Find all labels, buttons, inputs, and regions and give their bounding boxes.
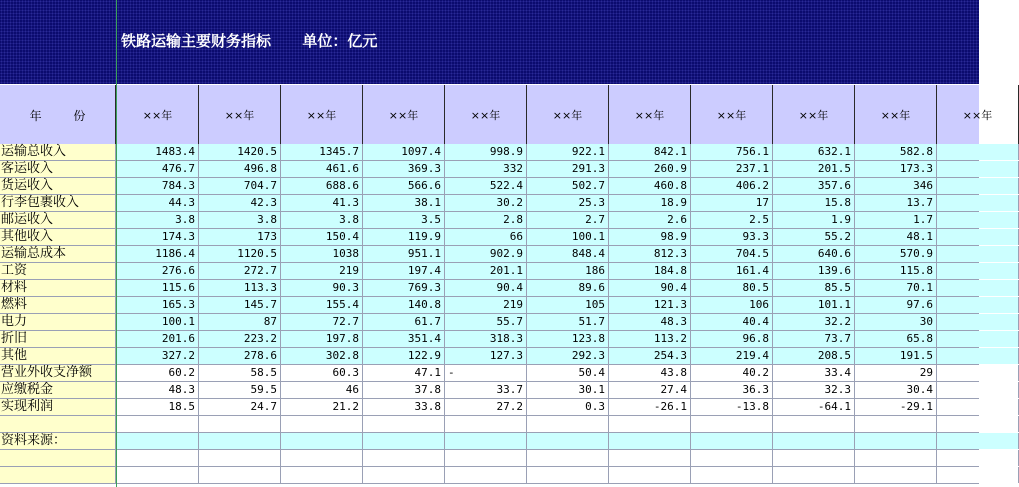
- value-cell[interactable]: 51.7: [527, 314, 609, 330]
- value-cell[interactable]: 0.3: [527, 399, 609, 415]
- row-label-cell[interactable]: 客运收入: [0, 161, 116, 177]
- value-cell[interactable]: 332: [445, 161, 527, 177]
- value-cell[interactable]: 25.3: [527, 195, 609, 211]
- value-cell[interactable]: 260.9: [609, 161, 691, 177]
- value-cell[interactable]: 2.6: [609, 212, 691, 228]
- value-cell[interactable]: 87: [199, 314, 281, 330]
- value-cell[interactable]: 18.5: [117, 399, 199, 415]
- value-cell[interactable]: 688.6: [281, 178, 363, 194]
- value-cell[interactable]: [445, 416, 527, 432]
- value-cell[interactable]: [773, 467, 855, 483]
- value-cell[interactable]: 496.8: [199, 161, 281, 177]
- value-cell[interactable]: 155.4: [281, 297, 363, 313]
- value-cell[interactable]: 90.4: [445, 280, 527, 296]
- value-cell[interactable]: 140.8: [363, 297, 445, 313]
- value-cell[interactable]: 201.5: [773, 161, 855, 177]
- row-label-cell[interactable]: [0, 450, 116, 466]
- value-cell[interactable]: 566.6: [363, 178, 445, 194]
- value-cell[interactable]: 105: [527, 297, 609, 313]
- value-cell[interactable]: [773, 450, 855, 466]
- value-cell[interactable]: [609, 450, 691, 466]
- value-cell[interactable]: 219: [445, 297, 527, 313]
- value-cell[interactable]: [609, 433, 691, 449]
- row-label-cell[interactable]: 折旧: [0, 331, 116, 347]
- value-cell[interactable]: [527, 467, 609, 483]
- value-cell[interactable]: 291.3: [527, 161, 609, 177]
- value-cell[interactable]: 101.1: [773, 297, 855, 313]
- table-row: [0, 161, 979, 178]
- value-cell[interactable]: 60.2: [117, 365, 199, 381]
- value-cell[interactable]: 2.7: [527, 212, 609, 228]
- value-cell[interactable]: 36.3: [691, 382, 773, 398]
- value-cell[interactable]: 48.3: [609, 314, 691, 330]
- value-cell[interactable]: 127.3: [445, 348, 527, 364]
- value-cell[interactable]: 208.5: [773, 348, 855, 364]
- value-cell[interactable]: [691, 416, 773, 432]
- value-cell[interactable]: 59.5: [199, 382, 281, 398]
- table-row: [0, 229, 979, 246]
- value-cell[interactable]: 3.5: [363, 212, 445, 228]
- value-cell[interactable]: 89.6: [527, 280, 609, 296]
- value-cell[interactable]: [855, 433, 937, 449]
- value-cell[interactable]: [937, 195, 1019, 211]
- value-cell[interactable]: 1097.4: [363, 144, 445, 160]
- value-cell[interactable]: 461.6: [281, 161, 363, 177]
- value-cell[interactable]: [281, 416, 363, 432]
- value-cell[interactable]: 93.3: [691, 229, 773, 245]
- value-cell[interactable]: 476.7: [117, 161, 199, 177]
- table-row: [0, 433, 979, 450]
- value-cell[interactable]: 13.7: [855, 195, 937, 211]
- value-cell[interactable]: [773, 416, 855, 432]
- value-cell[interactable]: 18.9: [609, 195, 691, 211]
- value-cell[interactable]: [937, 467, 1019, 483]
- value-cell[interactable]: 40.4: [691, 314, 773, 330]
- value-cell[interactable]: 30.1: [527, 382, 609, 398]
- value-cell[interactable]: 139.6: [773, 263, 855, 279]
- value-cell[interactable]: 346: [855, 178, 937, 194]
- table-row: [0, 416, 979, 433]
- value-cell[interactable]: [199, 416, 281, 432]
- value-cell[interactable]: [937, 144, 1019, 160]
- value-cell[interactable]: 27.4: [609, 382, 691, 398]
- row-label-cell[interactable]: 电力: [0, 314, 116, 330]
- value-cell[interactable]: 460.8: [609, 178, 691, 194]
- table-row: [0, 297, 979, 314]
- value-cell[interactable]: 55.7: [445, 314, 527, 330]
- value-cell[interactable]: [937, 280, 1019, 296]
- value-cell[interactable]: 73.7: [773, 331, 855, 347]
- sheet-title[interactable]: 铁路运输主要财务指标 单位：亿元: [121, 32, 378, 50]
- value-cell[interactable]: 27.2: [445, 399, 527, 415]
- row-label-cell[interactable]: 工资: [0, 263, 116, 279]
- value-cell[interactable]: 351.4: [363, 331, 445, 347]
- value-cell[interactable]: 21.2: [281, 399, 363, 415]
- value-cell[interactable]: [117, 467, 199, 483]
- value-cell[interactable]: [445, 433, 527, 449]
- value-cell[interactable]: [855, 416, 937, 432]
- value-cell[interactable]: 276.6: [117, 263, 199, 279]
- table-row: [0, 348, 979, 365]
- value-cell[interactable]: 42.3: [199, 195, 281, 211]
- row-label-cell[interactable]: 货运收入: [0, 178, 116, 194]
- value-cell[interactable]: 48.1: [855, 229, 937, 245]
- value-cell[interactable]: 115.6: [117, 280, 199, 296]
- value-cell[interactable]: 1.9: [773, 212, 855, 228]
- value-cell[interactable]: [937, 399, 1019, 415]
- value-cell[interactable]: [527, 433, 609, 449]
- value-cell[interactable]: 2.8: [445, 212, 527, 228]
- value-cell[interactable]: 33.7: [445, 382, 527, 398]
- value-cell[interactable]: 1.7: [855, 212, 937, 228]
- value-cell[interactable]: [117, 433, 199, 449]
- value-cell[interactable]: 41.3: [281, 195, 363, 211]
- value-cell[interactable]: 848.4: [527, 246, 609, 262]
- value-cell[interactable]: 80.5: [691, 280, 773, 296]
- row-label-cell[interactable]: 营业外收支净额: [0, 365, 116, 381]
- value-cell[interactable]: 46: [281, 382, 363, 398]
- value-cell[interactable]: 173: [199, 229, 281, 245]
- table-row: [0, 212, 979, 229]
- value-cell[interactable]: 197.4: [363, 263, 445, 279]
- value-cell[interactable]: [937, 382, 1019, 398]
- data-grid: [0, 144, 979, 484]
- value-cell[interactable]: [199, 433, 281, 449]
- value-cell[interactable]: [609, 416, 691, 432]
- value-cell[interactable]: 756.1: [691, 144, 773, 160]
- value-cell[interactable]: 1120.5: [199, 246, 281, 262]
- table-row: [0, 195, 979, 212]
- value-cell[interactable]: 704.5: [691, 246, 773, 262]
- value-cell[interactable]: 17: [691, 195, 773, 211]
- value-cell[interactable]: [937, 416, 1019, 432]
- header-year-cell[interactable]: ××年: [937, 85, 1019, 145]
- value-cell[interactable]: 58.5: [199, 365, 281, 381]
- value-cell[interactable]: 90.3: [281, 280, 363, 296]
- value-cell[interactable]: 632.1: [773, 144, 855, 160]
- value-cell[interactable]: [937, 331, 1019, 347]
- table-row: [0, 314, 979, 331]
- header-year-cell[interactable]: ××年: [117, 85, 199, 145]
- value-cell[interactable]: [937, 161, 1019, 177]
- value-cell[interactable]: 72.7: [281, 314, 363, 330]
- value-cell[interactable]: [691, 467, 773, 483]
- header-year-cell[interactable]: ××年: [445, 85, 527, 145]
- value-cell[interactable]: 161.4: [691, 263, 773, 279]
- value-cell[interactable]: 122.9: [363, 348, 445, 364]
- value-cell[interactable]: -26.1: [609, 399, 691, 415]
- value-cell[interactable]: [937, 450, 1019, 466]
- value-cell[interactable]: 184.8: [609, 263, 691, 279]
- value-cell[interactable]: 254.3: [609, 348, 691, 364]
- value-cell[interactable]: 33.4: [773, 365, 855, 381]
- row-label-cell[interactable]: 行李包裹收入: [0, 195, 116, 211]
- value-cell[interactable]: [281, 467, 363, 483]
- value-cell[interactable]: 98.9: [609, 229, 691, 245]
- value-cell[interactable]: 55.2: [773, 229, 855, 245]
- frozen-pane-divider: [116, 0, 117, 84]
- row-label-cell[interactable]: [0, 467, 116, 483]
- value-cell[interactable]: 43.8: [609, 365, 691, 381]
- value-cell[interactable]: [527, 450, 609, 466]
- row-label-cell[interactable]: 资料来源：: [0, 433, 116, 449]
- value-cell[interactable]: -64.1: [773, 399, 855, 415]
- value-cell[interactable]: 37.8: [363, 382, 445, 398]
- value-cell[interactable]: [363, 433, 445, 449]
- value-cell[interactable]: 998.9: [445, 144, 527, 160]
- value-cell[interactable]: 65.8: [855, 331, 937, 347]
- value-cell[interactable]: 951.1: [363, 246, 445, 262]
- value-cell[interactable]: 223.2: [199, 331, 281, 347]
- value-cell[interactable]: 3.8: [199, 212, 281, 228]
- value-cell[interactable]: 1345.7: [281, 144, 363, 160]
- row-label-cell[interactable]: 运输总收入: [0, 144, 116, 160]
- value-cell[interactable]: 60.3: [281, 365, 363, 381]
- value-cell[interactable]: 50.4: [527, 365, 609, 381]
- value-cell[interactable]: 173.3: [855, 161, 937, 177]
- value-cell[interactable]: 3.8: [117, 212, 199, 228]
- header-year-cell[interactable]: ××年: [691, 85, 773, 145]
- value-cell[interactable]: 3.8: [281, 212, 363, 228]
- header-year-cell[interactable]: ××年: [773, 85, 855, 145]
- value-cell[interactable]: 113.3: [199, 280, 281, 296]
- value-cell[interactable]: 90.4: [609, 280, 691, 296]
- header-year-cell[interactable]: ××年: [609, 85, 691, 145]
- header-year-cell[interactable]: ××年: [363, 85, 445, 145]
- value-cell[interactable]: 113.2: [609, 331, 691, 347]
- value-cell[interactable]: [937, 229, 1019, 245]
- value-cell[interactable]: [855, 450, 937, 466]
- value-cell[interactable]: 66: [445, 229, 527, 245]
- value-cell[interactable]: 33.8: [363, 399, 445, 415]
- value-cell[interactable]: [691, 450, 773, 466]
- value-cell[interactable]: [691, 433, 773, 449]
- header-year-cell[interactable]: ××年: [855, 85, 937, 145]
- value-cell[interactable]: 40.2: [691, 365, 773, 381]
- value-cell[interactable]: 150.4: [281, 229, 363, 245]
- value-cell[interactable]: 812.3: [609, 246, 691, 262]
- value-cell[interactable]: 47.1: [363, 365, 445, 381]
- sheet-title-band: [0, 0, 979, 84]
- value-cell[interactable]: 357.6: [773, 178, 855, 194]
- value-cell[interactable]: 1186.4: [117, 246, 199, 262]
- value-cell[interactable]: [445, 450, 527, 466]
- value-cell[interactable]: 582.8: [855, 144, 937, 160]
- table-row: [0, 467, 979, 484]
- value-cell[interactable]: 32.3: [773, 382, 855, 398]
- value-cell[interactable]: 219: [281, 263, 363, 279]
- value-cell[interactable]: 640.6: [773, 246, 855, 262]
- value-cell[interactable]: 191.5: [855, 348, 937, 364]
- value-cell[interactable]: [937, 297, 1019, 313]
- value-cell[interactable]: 570.9: [855, 246, 937, 262]
- value-cell[interactable]: -13.8: [691, 399, 773, 415]
- value-cell[interactable]: 704.7: [199, 178, 281, 194]
- value-cell[interactable]: 219.4: [691, 348, 773, 364]
- value-cell[interactable]: 186: [527, 263, 609, 279]
- value-cell[interactable]: [937, 212, 1019, 228]
- value-cell[interactable]: 97.6: [855, 297, 937, 313]
- value-cell[interactable]: 121.3: [609, 297, 691, 313]
- value-cell[interactable]: [363, 416, 445, 432]
- row-label-cell[interactable]: 实现利润: [0, 399, 116, 415]
- value-cell[interactable]: 842.1: [609, 144, 691, 160]
- value-cell[interactable]: [937, 246, 1019, 262]
- value-cell[interactable]: [937, 348, 1019, 364]
- value-cell[interactable]: [445, 467, 527, 483]
- frozen-column-divider: [116, 84, 117, 487]
- value-cell[interactable]: 201.1: [445, 263, 527, 279]
- value-cell[interactable]: 302.8: [281, 348, 363, 364]
- row-label-cell[interactable]: [0, 416, 116, 432]
- value-cell[interactable]: 61.7: [363, 314, 445, 330]
- value-cell[interactable]: 784.3: [117, 178, 199, 194]
- value-cell[interactable]: 30: [855, 314, 937, 330]
- value-cell[interactable]: [281, 433, 363, 449]
- value-cell[interactable]: 165.3: [117, 297, 199, 313]
- value-cell[interactable]: 406.2: [691, 178, 773, 194]
- row-label-cell[interactable]: 其他: [0, 348, 116, 364]
- value-cell[interactable]: 902.9: [445, 246, 527, 262]
- table-row: [0, 365, 979, 382]
- value-cell[interactable]: 522.4: [445, 178, 527, 194]
- table-row: [0, 178, 979, 195]
- value-cell[interactable]: 327.2: [117, 348, 199, 364]
- header-year-label[interactable]: 年 份: [0, 85, 116, 145]
- row-label-cell[interactable]: 应缴税金: [0, 382, 116, 398]
- table-row: [0, 280, 979, 297]
- value-cell[interactable]: -29.1: [855, 399, 937, 415]
- value-cell[interactable]: 1420.5: [199, 144, 281, 160]
- value-cell[interactable]: 100.1: [527, 229, 609, 245]
- value-cell[interactable]: 292.3: [527, 348, 609, 364]
- table-row: [0, 246, 979, 263]
- value-cell[interactable]: [609, 467, 691, 483]
- value-cell[interactable]: 2.5: [691, 212, 773, 228]
- value-cell[interactable]: 769.3: [363, 280, 445, 296]
- value-cell[interactable]: 30.4: [855, 382, 937, 398]
- value-cell[interactable]: [937, 314, 1019, 330]
- value-cell[interactable]: 174.3: [117, 229, 199, 245]
- value-cell[interactable]: 15.8: [773, 195, 855, 211]
- table-row: [0, 450, 979, 467]
- header-year-cell[interactable]: ××年: [281, 85, 363, 145]
- value-cell[interactable]: 44.3: [117, 195, 199, 211]
- table-row: [0, 382, 979, 399]
- header-year-cell[interactable]: ××年: [199, 85, 281, 145]
- value-cell[interactable]: [199, 450, 281, 466]
- value-cell[interactable]: -: [445, 365, 527, 381]
- value-cell[interactable]: [937, 433, 1019, 449]
- value-cell[interactable]: 318.3: [445, 331, 527, 347]
- value-cell[interactable]: [117, 416, 199, 432]
- header-row: [0, 84, 993, 144]
- row-label-cell[interactable]: 邮运收入: [0, 212, 116, 228]
- value-cell[interactable]: 123.8: [527, 331, 609, 347]
- value-cell[interactable]: [855, 467, 937, 483]
- value-cell[interactable]: [199, 467, 281, 483]
- value-cell[interactable]: [527, 416, 609, 432]
- table-row: [0, 331, 979, 348]
- header-year-cell[interactable]: ××年: [527, 85, 609, 145]
- value-cell[interactable]: 1038: [281, 246, 363, 262]
- value-cell[interactable]: 502.7: [527, 178, 609, 194]
- value-cell[interactable]: 237.1: [691, 161, 773, 177]
- row-label-cell[interactable]: 燃料: [0, 297, 116, 313]
- value-cell[interactable]: 32.2: [773, 314, 855, 330]
- value-cell[interactable]: [363, 467, 445, 483]
- value-cell[interactable]: 278.6: [199, 348, 281, 364]
- value-cell[interactable]: 197.8: [281, 331, 363, 347]
- value-cell[interactable]: [937, 178, 1019, 194]
- value-cell[interactable]: 100.1: [117, 314, 199, 330]
- value-cell[interactable]: [363, 450, 445, 466]
- value-cell[interactable]: 145.7: [199, 297, 281, 313]
- value-cell[interactable]: 115.8: [855, 263, 937, 279]
- value-cell[interactable]: [937, 365, 1019, 381]
- value-cell[interactable]: 29: [855, 365, 937, 381]
- value-cell[interactable]: 201.6: [117, 331, 199, 347]
- value-cell[interactable]: 1483.4: [117, 144, 199, 160]
- value-cell[interactable]: 30.2: [445, 195, 527, 211]
- value-cell[interactable]: 369.3: [363, 161, 445, 177]
- value-cell[interactable]: 272.7: [199, 263, 281, 279]
- row-label-cell[interactable]: 其他收入: [0, 229, 116, 245]
- table-row: [0, 399, 979, 416]
- value-cell[interactable]: 106: [691, 297, 773, 313]
- value-cell[interactable]: 96.8: [691, 331, 773, 347]
- value-cell[interactable]: [773, 433, 855, 449]
- table-row: [0, 144, 979, 161]
- value-cell[interactable]: [117, 450, 199, 466]
- value-cell[interactable]: 85.5: [773, 280, 855, 296]
- value-cell[interactable]: [937, 263, 1019, 279]
- value-cell[interactable]: 48.3: [117, 382, 199, 398]
- value-cell[interactable]: [281, 450, 363, 466]
- row-label-cell[interactable]: 材料: [0, 280, 116, 296]
- value-cell[interactable]: 922.1: [527, 144, 609, 160]
- value-cell[interactable]: 70.1: [855, 280, 937, 296]
- table-row: [0, 263, 979, 280]
- row-label-cell[interactable]: 运输总成本: [0, 246, 116, 262]
- value-cell[interactable]: 119.9: [363, 229, 445, 245]
- value-cell[interactable]: 24.7: [199, 399, 281, 415]
- value-cell[interactable]: 38.1: [363, 195, 445, 211]
